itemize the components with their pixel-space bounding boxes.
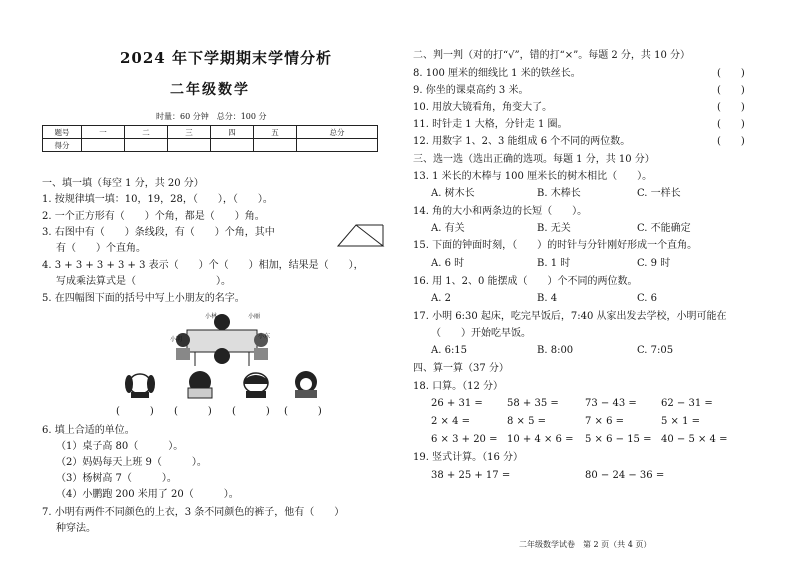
name-answer-blank[interactable]: ( ) xyxy=(232,406,270,417)
child-name-label: 小东 xyxy=(258,333,271,340)
score-table-header-cell: 二 xyxy=(125,126,168,139)
question-6-2: （2）妈妈每天上班 9（ ）。 xyxy=(56,457,207,468)
choice-option[interactable]: C. 7:05 xyxy=(637,345,674,356)
oral-calc-item: 26 + 31 = xyxy=(431,398,483,409)
question-19: 19. 竖式计算。（16 分） xyxy=(413,452,523,463)
section-3-header: 三、选一选（选出正确的选项。每题 1 分，共 10 分） xyxy=(413,154,655,165)
choice-option[interactable]: A. 树木长 xyxy=(431,188,475,199)
triangle-figure xyxy=(336,222,386,248)
child-head-picture-1 xyxy=(120,370,160,400)
judge-answer-blank[interactable]: ( ) xyxy=(717,136,745,147)
score-cell[interactable] xyxy=(125,139,168,152)
question-6: 6. 填上合适的单位。 xyxy=(42,425,135,436)
child-head-picture-2 xyxy=(180,368,220,400)
child-head-picture-4 xyxy=(286,368,326,400)
name-answer-blank[interactable]: ( ) xyxy=(174,406,212,417)
score-table-header-cell: 总分 xyxy=(297,126,378,139)
score-cell[interactable] xyxy=(254,139,297,152)
judge-answer-blank[interactable]: ( ) xyxy=(717,102,745,113)
judge-question-11: 11. 时针走 1 大格，分针走 1 圈。 xyxy=(413,119,568,130)
oral-calc-item: 6 × 3 + 20 = xyxy=(431,434,498,445)
choice-option[interactable]: C. 一样长 xyxy=(637,188,681,199)
choice-option[interactable]: B. 8:00 xyxy=(537,345,574,356)
judge-question-9: 9. 你坐的课桌高约 3 米。 xyxy=(413,85,529,96)
question-6-4: （4）小鹏跑 200 米用了 20（ ）。 xyxy=(56,489,239,500)
section-1-header: 一、填一填（每空 1 分，共 20 分） xyxy=(42,178,204,189)
score-table-header-cell: 题号 xyxy=(43,126,82,139)
score-table-header-cell: 五 xyxy=(254,126,297,139)
question-1: 1. 按规律填一填：10，19，28，（ ），（ ）。 xyxy=(42,194,273,205)
choice-option[interactable]: A. 2 xyxy=(431,293,451,304)
child-name-label: 小明 xyxy=(170,336,183,343)
score-table-score-row xyxy=(43,139,378,152)
child-name-label: 小林 xyxy=(205,313,218,320)
score-cell[interactable] xyxy=(168,139,211,152)
choice-option[interactable]: C. 9 时 xyxy=(637,258,671,269)
question-18: 18. 口算。（12 分） xyxy=(413,381,503,392)
oral-calc-item: 40 − 5 × 4 = xyxy=(661,434,728,445)
name-answer-blank[interactable]: ( ) xyxy=(284,406,322,417)
oral-calc-item: 10 + 4 × 6 = xyxy=(507,434,574,445)
child-head-picture-3 xyxy=(236,370,276,400)
score-table xyxy=(42,125,378,152)
page-subtitle: 二年级数学 xyxy=(170,82,250,98)
choice-option[interactable]: B. 1 时 xyxy=(537,258,571,269)
choice-question-15: 15. 下面的钟面时刻，（ ）的时针与分针刚好形成一个直角。 xyxy=(413,240,698,251)
question-4-line-1: 4. 3 + 3 + 3 + 3 + 3 表示（ ）个（ ）相加，结果是（ ）， xyxy=(42,260,364,271)
question-3-line-1: 3. 右图中有（ ）条线段，有（ ）个角，其中 xyxy=(42,227,275,238)
oral-calc-item: 58 + 35 = xyxy=(507,398,559,409)
judge-answer-blank[interactable]: ( ) xyxy=(717,68,745,79)
oral-calc-item: 73 − 43 = xyxy=(585,398,637,409)
choice-option[interactable]: B. 4 xyxy=(537,293,558,304)
oral-calc-item: 7 × 6 = xyxy=(585,416,625,427)
judge-question-12: 12. 用数字 1、2、3 能组成 6 个不同的两位数。 xyxy=(413,136,631,147)
score-cell[interactable] xyxy=(82,139,125,152)
section-2-header: 二、判一判（对的打“√”，错的打“×”。每题 2 分，共 10 分） xyxy=(413,50,691,61)
choice-question-17-line-1: 17. 小明 6:30 起床，吃完早饭后，7:40 从家出发去学校，小明可能在 xyxy=(413,311,727,322)
question-4-line-2: 写成乘法算式是（ ）。 xyxy=(56,276,231,287)
oral-calc-item: 62 − 31 = xyxy=(661,398,713,409)
choice-question-16: 16. 用 1、2、0 能摆成（ ）个不同的两位数。 xyxy=(413,276,638,287)
question-6-1: （1）桌子高 80（ ）。 xyxy=(56,441,184,452)
question-6-3: （3）杨树高 7（ ）。 xyxy=(56,473,177,484)
score-table-header-row xyxy=(43,126,378,139)
oral-calc-item: 2 × 4 = xyxy=(431,416,471,427)
score-cell[interactable] xyxy=(211,139,254,152)
oral-calc-item: 8 × 5 = xyxy=(507,416,547,427)
judge-answer-blank[interactable]: ( ) xyxy=(717,119,745,130)
question-5: 5. 在四幅图下面的括号中写上小朋友的名字。 xyxy=(42,293,245,304)
choice-option[interactable]: B. 无关 xyxy=(537,223,571,234)
choice-question-13: 13. 1 米长的木棒与 100 厘米长的树木相比（ ）。 xyxy=(413,171,653,182)
choice-question-17-line-2: （ ）开始吃早饭。 xyxy=(431,328,531,339)
judge-question-8: 8. 100 厘米的细线比 1 米的铁丝长。 xyxy=(413,68,581,79)
score-table-header-cell: 一 xyxy=(82,126,125,139)
choice-option[interactable]: C. 6 xyxy=(637,293,658,304)
question-7-line-1: 7. 小明有两件不同颜色的上衣，3 条不同颜色的裤子，他有（ ） xyxy=(42,507,345,518)
question-2: 2. 一个正方形有（ ）个角，都是（ ）角。 xyxy=(42,211,265,222)
choice-option[interactable]: B. 木棒长 xyxy=(537,188,581,199)
section-4-header: 四、算一算（37 分） xyxy=(413,363,509,374)
choice-option[interactable]: A. 6 时 xyxy=(431,258,465,269)
exam-meta: 时量：60 分钟 总分：100 分 xyxy=(156,112,267,121)
score-table-header-cell: 四 xyxy=(211,126,254,139)
page-title: 2024 年下学期期末学情分析 xyxy=(120,49,332,67)
choice-option[interactable]: C. 不能确定 xyxy=(637,223,691,234)
choice-question-14: 14. 角的大小和两条边的长短（ ）。 xyxy=(413,206,588,217)
judge-answer-blank[interactable]: ( ) xyxy=(717,85,745,96)
oral-calc-item: 5 × 1 = xyxy=(661,416,701,427)
choice-option[interactable]: A. 有关 xyxy=(431,223,465,234)
question-7-line-2: 种穿法。 xyxy=(56,523,96,534)
oral-calc-item: 5 × 6 − 15 = xyxy=(585,434,652,445)
child-name-label: 小丽 xyxy=(248,313,261,320)
score-table-header-cell: 三 xyxy=(168,126,211,139)
name-answer-blank[interactable]: ( ) xyxy=(116,406,154,417)
score-cell[interactable] xyxy=(297,139,378,152)
question-3-line-2: 有（ ）个直角。 xyxy=(56,243,146,254)
judge-question-10: 10. 用放大镜看角，角变大了。 xyxy=(413,102,553,113)
vertical-calc-item: 38 + 25 + 17 = xyxy=(431,470,511,481)
right-page xyxy=(397,0,794,561)
page-footer: 二年级数学试卷 第 2 页（共 4 页） xyxy=(519,540,652,549)
vertical-calc-item: 80 − 24 − 36 = xyxy=(585,470,665,481)
score-table-row-label: 得分 xyxy=(43,139,82,152)
choice-option[interactable]: A. 6:15 xyxy=(431,345,468,356)
